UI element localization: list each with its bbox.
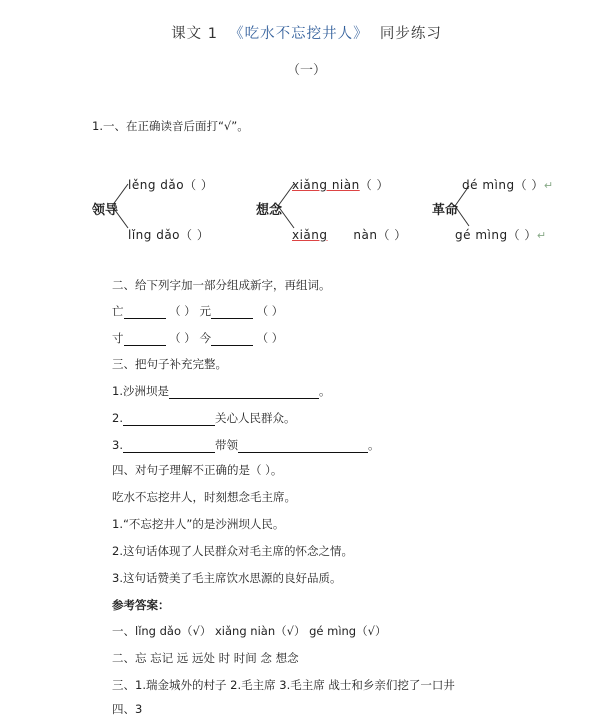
answer-blank[interactable] bbox=[238, 440, 368, 453]
return-mark-icon: ↵ bbox=[536, 229, 547, 242]
q1-word-3: 革命 bbox=[432, 203, 459, 218]
q3-text: 带领 bbox=[214, 438, 238, 452]
q1-group1-top bbox=[128, 176, 213, 193]
answer-paren[interactable]: （ ） bbox=[169, 304, 196, 318]
q3-prompt: 三、把句子补充完整。 bbox=[112, 357, 227, 371]
pinyin-option: dé mìng bbox=[462, 178, 515, 192]
q1-group1-bottom bbox=[128, 226, 209, 243]
answer-paren[interactable]: （ ） bbox=[256, 304, 284, 318]
q2-row-1 bbox=[112, 303, 283, 319]
return-mark-icon: ↵ bbox=[543, 179, 554, 192]
pinyin-option: lǐng dǎo bbox=[128, 228, 181, 242]
answer-paren[interactable]: （ ） bbox=[507, 228, 537, 242]
q1-group3-bottom bbox=[455, 226, 547, 243]
q2-char: 今 bbox=[199, 331, 211, 345]
q1-word-1: 领导 bbox=[92, 203, 119, 218]
answer-blank[interactable] bbox=[124, 333, 166, 346]
page-title bbox=[0, 22, 613, 43]
answer-paren[interactable]: （ ） bbox=[180, 228, 210, 242]
q4-option-2: 2.这句话体现了人民群众对毛主席的怀念之情。 bbox=[112, 544, 353, 558]
answer-paren[interactable]: （ ） bbox=[169, 331, 196, 345]
answer-3: 三、1.瑞金城外的村子 2.毛主席 3.毛主席 战士和乡亲们挖了一口井 bbox=[112, 678, 455, 692]
answer-2: 二、忘 忘记 远 远处 时 时间 念 想念 bbox=[112, 651, 299, 665]
q1-prompt: 1.一、在正确读音后面打“√”。 bbox=[92, 119, 249, 133]
answer-blank[interactable] bbox=[211, 333, 253, 346]
answer-blank[interactable] bbox=[211, 306, 253, 319]
q1-word-2: 想念 bbox=[256, 203, 283, 218]
answer-paren[interactable]: （ ） bbox=[514, 178, 544, 192]
answer-4: 四、3 bbox=[112, 702, 143, 716]
q2-char: 元 bbox=[199, 304, 211, 318]
answer-1: 一、lǐng dǎo（√） xiǎng niàn（√） gé mìng（√） bbox=[112, 624, 387, 638]
q3-sentence-2 bbox=[112, 410, 295, 426]
q4-option-3: 3.这句话赞美了毛主席饮水思源的良好品质。 bbox=[112, 571, 342, 585]
q3-text: 。 bbox=[367, 438, 380, 452]
q3-text: 关心人民群众。 bbox=[214, 411, 296, 425]
answer-paren[interactable]: （ ） bbox=[256, 331, 284, 345]
title-suffix: 同步练习 bbox=[379, 26, 442, 42]
answer-blank[interactable] bbox=[123, 413, 215, 426]
q3-text: 3. bbox=[112, 438, 123, 452]
q3-sentence-1 bbox=[112, 383, 330, 399]
pinyin-option: gé mìng bbox=[455, 228, 508, 242]
answer-paren[interactable]: （ ） bbox=[359, 178, 390, 192]
lesson-name: 《吃水不忘挖井人》 bbox=[229, 26, 369, 42]
q4-sentence: 吃水不忘挖井人，时刻想念毛主席。 bbox=[112, 490, 296, 504]
q4-option-1: 1.“不忘挖井人”的是沙洲坝人民。 bbox=[112, 517, 285, 531]
pinyin-option: xiǎng niàn bbox=[292, 178, 360, 192]
answer-paren[interactable]: （ ） bbox=[184, 178, 214, 192]
answer-paren[interactable]: （ ） bbox=[377, 228, 407, 242]
q3-text: 。 bbox=[318, 384, 331, 398]
q3-sentence-3 bbox=[112, 437, 379, 453]
q2-char: 寸 bbox=[112, 331, 124, 345]
q3-text: 2. bbox=[112, 411, 123, 425]
part-label: （一） bbox=[286, 63, 326, 78]
q2-prompt: 二、给下列字加一部分组成新字，再组词。 bbox=[112, 278, 331, 292]
answer-blank[interactable] bbox=[124, 306, 166, 319]
answer-blank[interactable] bbox=[123, 440, 215, 453]
answer-blank[interactable] bbox=[169, 386, 319, 399]
q1-group2-top bbox=[292, 176, 389, 193]
pinyin-option: lěng dǎo bbox=[128, 178, 185, 192]
q3-text: 1.沙洲坝是 bbox=[112, 384, 169, 398]
q4-prompt: 四、对句子理解不正确的是（ ）。 bbox=[112, 463, 283, 477]
q1-group3-top bbox=[462, 176, 554, 193]
q2-row-2 bbox=[112, 330, 283, 346]
q2-char: 亡 bbox=[112, 304, 124, 318]
pinyin-option: xiǎng bbox=[292, 228, 328, 242]
answers-heading: 参考答案： bbox=[112, 598, 170, 612]
lesson-number: 课文 1 bbox=[171, 26, 218, 42]
pinyin-option: nàn bbox=[353, 228, 378, 242]
q1-group2-bottom bbox=[292, 226, 407, 243]
